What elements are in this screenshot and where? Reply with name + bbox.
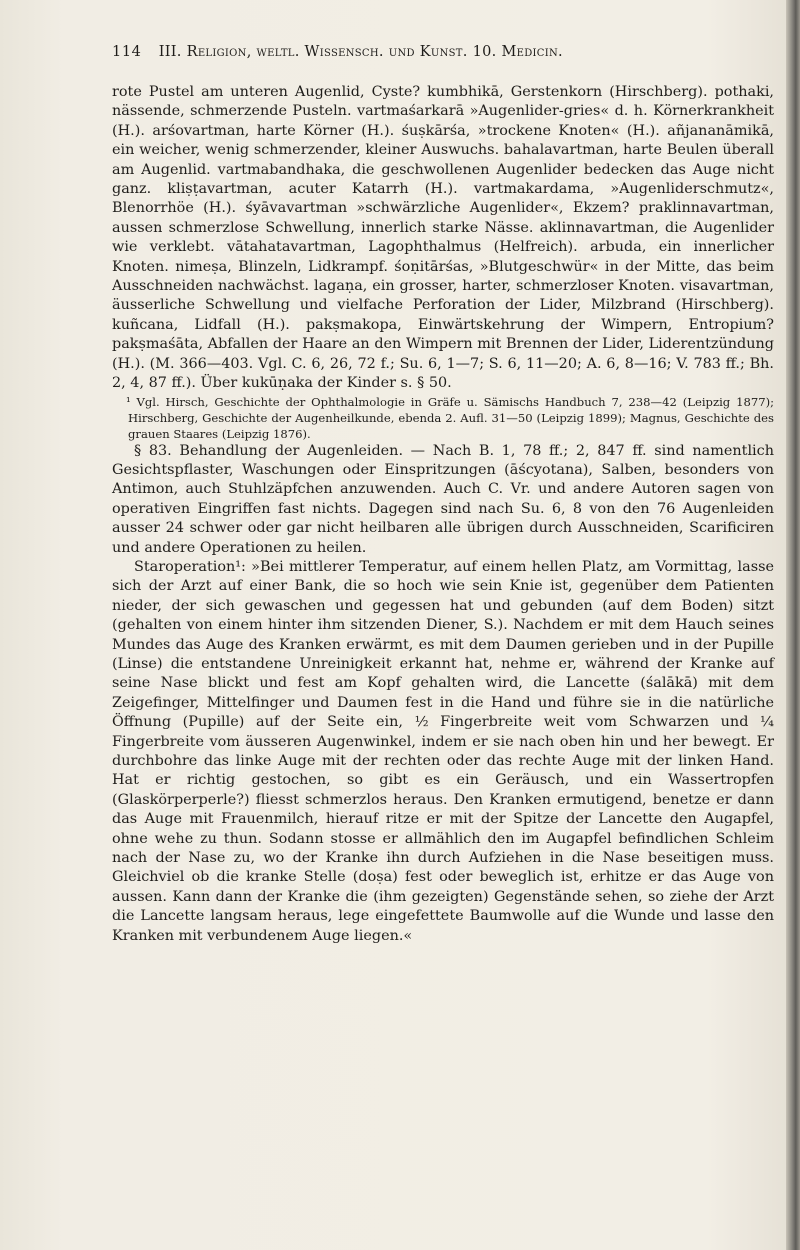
page-edge: [786, 0, 800, 1250]
running-header: [112, 44, 772, 60]
paragraph-treatment: § 83. Behandlung der Augenleiden. — Nach B. 1, 78 ff.; 2, 847 ff. sind namentlich Gesichtspflaster, Waschungen oder Einspritzungen (āścyotana), Salben, besonders von Antimon, auch Stuhlzäpfchen anzuwenden. Auch C. Vr. und andere Autoren sagen von operativen Eingriffen fast nichts. Dagegen sind nach Su. 6, 8 von den 76 Augenleiden ausser 24 schwer oder gar nicht heilbaren alle übrigen durch Ausschneiden, Scarificiren und andere Operationen zu heilen.: [112, 442, 774, 556]
footnote: ¹ Vgl. Hirsch, Geschichte der Ophthalmologie in Gräfe u. Sämischs Handbuch 7, 238—42 (Leipzig 1877); Hirschberg, Geschichte der Augenheilkunde, ebenda 2. Aufl. 31—50 (Leipzig 1899); Magnus, Geschichte des grauen Staares (Leipzig 1876).: [126, 394, 774, 441]
page-body: [112, 83, 774, 946]
page-number: 114: [112, 44, 142, 60]
running-title: III. Religion, weltl. Wissensch. und Kunst. 10. Medicin.: [158, 44, 563, 60]
paragraph-cataract-operation: Staroperation¹: »Bei mittlerer Temperatur, auf einem hellen Platz, am Vormittag, lasse sich der Arzt auf einer Bank, die so hoch wie sein Knie ist, gegenüber dem Patienten nieder, der sich gewaschen und gegessen hat und gebunden (auf dem Boden) sitzt (gehalten von einem hinter ihm sitzenden Diener, S.). Nachdem er mit dem Hauch seines Mundes das Auge des Kranken erwärmt, es mit dem Daumen gerieben und in der Pupille (Linse) die entstandene Unreinigkeit erkannt hat, nehme er, während der Kranke auf seine Nase blickt und fest am Kopf gehalten wird, die Lancette (śalākā) mit dem Zeigefinger, Mittelfinger und Daumen fest in die Hand und führe sie in die natürliche Öffnung (Pupille) auf der Seite ein, ½ Fingerbreite weit vom Schwarzen und ¼ Fingerbreite vom äusseren Augenwinkel, indem er sie nach oben hin und her bewegt. Er durchbohre das linke Auge mit der rechten oder das rechte Auge mit der linken Hand. Hat er richtig gestochen, so gibt es ein Geräusch, und ein Wassertropfen (Glaskörperperle?) fliesst schmerzlos heraus. Den Kranken ermutigend, benetze er dann das Auge mit Frauenmilch, hierauf ritze er mit der Spitze der Lancette den Augapfel, ohne wehe zu thun. Sodann stosse er allmählich den im Augapfel befindlichen Schleim nach der Nase zu, wo der Kranke ihn durch Aufziehen in die Nase beseitigen muss. Gleichviel ob die kranke Stelle (doṣa) fest oder beweglich ist, erhitze er das Auge von aussen. Kann dann der Kranke die (ihm gezeigten) Gegenstände sehen, so ziehe der Arzt die Lancette langsam heraus, lege eingefettete Baumwolle auf die Wunde und lasse den Kranken mit verbundenem Auge liegen.«: [112, 558, 774, 944]
paragraph-eye-diseases-list: rote Pustel am unteren Augenlid, Cyste? kumbhikā, Gerstenkorn (Hirschberg). pothaki, nässende, schmerzende Pusteln. vartmaśarkarā »Augenlider-gries« d. h. Körnerkrankheit (H.). arśovartman, harte Körner (H.). śuṣkārśa, »trockene Knoten« (H.). añjananāmikā, ein weicher, wenig schmerzender, kleiner Auswuchs. bahalavartman, harte Beulen überall am Augenlid. vartmabandhaka, die geschwollenen Augenlider bedecken das Auge nicht ganz. kliṣṭavartman, acuter Katarrh (H.). vartmakardama, »Augenliderschmutz«, Blenorrhöe (H.). śyāvavartman »schwärzliche Augenlider«, Ekzem? praklinnavartman, aussen schmerzlose Schwellung, innerlich starke Nässe. aklinnavartman, die Augenlider wie verklebt. vātahatavartman, Lagophthalmus (Helfreich). arbuda, ein innerlicher Knoten. nimeṣa, Blinzeln, Lidkrampf. śoṇitārśas, »Blutgeschwür« in der Mitte, das beim Ausschneiden nachwächst. lagaṇa, ein grosser, harter, schmerzloser Knoten. visavartman, äusserliche Schwellung und vielfache Perforation der Lider, Milzbrand (Hirschberg). kuñcana, Lidfall (H.). pakṣmakopa, Einwärtskehrung der Wimpern, Entropium? pakṣmaśāta, Abfallen der Haare an den Wimpern mit Brennen der Lider, Liderentzündung (H.). (M. 366—403. Vgl. C. 6, 26, 72 f.; Su. 6, 1—7; S. 6, 11—20; A. 6, 8—16; V. 783 ff.; Bh. 2, 4, 87 ff.). Über kukūṇaka der Kinder s. § 50.: [112, 84, 774, 392]
